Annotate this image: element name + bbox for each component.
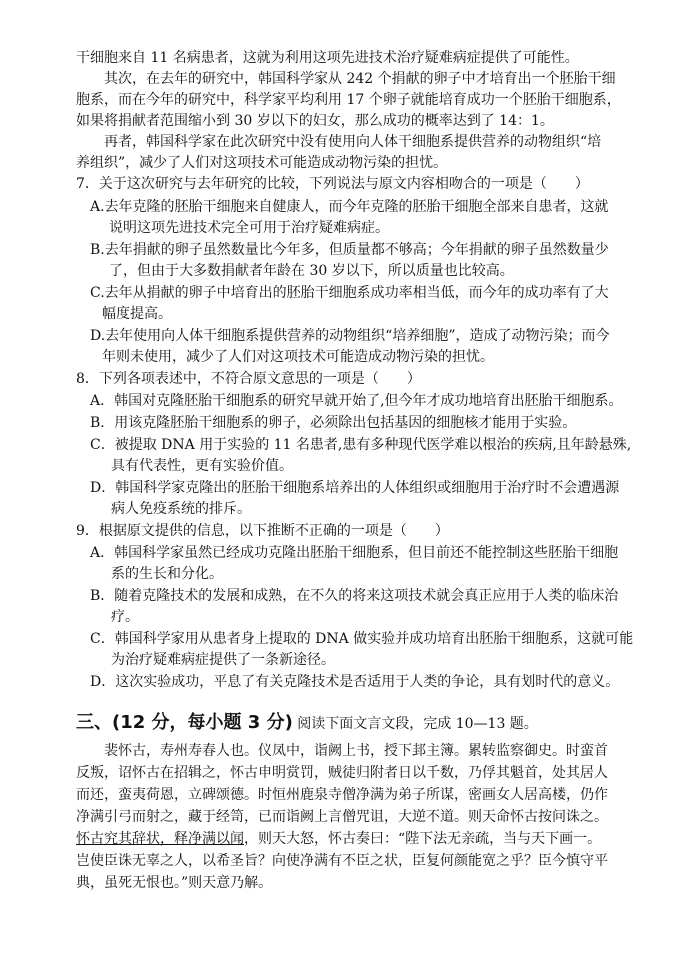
question-8-option-d-cont: 病人免疫系统的排斥。 <box>111 501 251 517</box>
question-9-option-c: C．韩国科学家用从患者身上提取的 DNA 做实验并成功培育出胚胎干细胞系，这就可能 <box>90 631 634 647</box>
section-3-title: 三、(12 分，每小题 3 分) <box>76 712 293 733</box>
passage-line: 养组织”，减少了人们对这项技术可能造成动物污染的担忧。 <box>76 155 448 171</box>
classical-text-line: 典，虽死无恨也。”则天意乃解。 <box>76 875 273 891</box>
passage-line: 其次，在去年的研究中，韩国科学家从 242 个捐献的卵子中才培育出一个胚胎干细 <box>104 71 616 87</box>
classical-text-rest: ，则天大怒，怀古奏曰：“陛下法无亲疏，当与天下画一。 <box>244 831 602 847</box>
question-7-option-c: C.去年从捐献的卵子中培育出的胚胎干细胞系成功率相当低，而今年的成功率有了大 <box>90 285 609 301</box>
question-7-option-b-cont: 了，但由于大多数捐献者年龄在 30 岁以下，所以质量也比较高。 <box>109 263 514 279</box>
question-8-option-d: D．韩国科学家克隆出的胚胎干细胞系培养出的人体组织或细胞用于治疗时不会遭遇源 <box>90 480 620 496</box>
passage-line: 再者，韩国科学家在此次研究中没有使用向人体干细胞系提供营养的动物组织“培 <box>104 134 602 150</box>
classical-text-line: 反叛，诏怀古在招辑之，怀古申明赏罚，贼徒归附者日以千数，乃俘其魁首，处其居人 <box>76 765 608 781</box>
question-8-option-c-cont: 具有代表性，更有实验价值。 <box>111 458 293 474</box>
question-9-option-a-cont: 系的生长和分化。 <box>111 566 223 582</box>
question-7-option-a: A.去年克隆的胚胎干细胞来自健康人，而今年克隆的胚胎干细胞全部来自患者，这就 <box>90 199 609 215</box>
classical-text-line: 净满引弓而射之，藏于经笥，已而诣阙上言僧咒诅，大逆不道。则天命怀古按问诛之。 <box>76 809 608 825</box>
question-9-stem: 9．根据原文提供的信息，以下推断不正确的一项是（ ） <box>76 523 449 539</box>
classical-text-line <box>76 829 688 849</box>
question-7-option-b: B.去年捐献的卵子虽然数量比今年多，但质量都不够高；今年捐献的卵子虽然数量少 <box>90 242 609 258</box>
question-7-option-d-cont: 年则未使用，减少了人们对这项技术可能造成动物污染的担忧。 <box>102 349 494 365</box>
question-9-option-b: B．随着克隆技术的发展和成熟，在不久的将来这项技术就会真正应用于人类的临床治 <box>90 588 619 604</box>
question-7-option-a-cont: 说明这项先进技术完全可用于治疗疑难病症。 <box>109 220 389 236</box>
passage-line: 干细胞来自 11 名病患者，这就为利用这项先进技术治疗疑难病症提供了可能性。 <box>76 50 579 66</box>
question-9-option-d: D．这次实验成功，平息了有关克隆技术是否适用于人类的争论，具有划时代的意义。 <box>90 674 620 690</box>
passage-line: 胞系，而在今年的研究中，科学家平均利用 17 个卵子就能培育成功一个胚胎干细胞系， <box>76 92 621 108</box>
underlined-sentence: 怀古究其辞状，释净满以闻 <box>76 831 244 847</box>
question-9-option-b-cont: 疗。 <box>111 609 139 625</box>
question-9-option-a: A．韩国科学家虽然已经成功克隆出胚胎干细胞系，但目前还不能控制这些胚胎干细胞 <box>90 545 619 561</box>
classical-text-line: 裴怀古，寿州寿春人也。仪凤中，诣阙上书，授下邽主簿。累转监察御史。时蛮首 <box>104 743 608 759</box>
question-8-stem: 8．下列各项表述中，不符合原文意思的一项是（ ） <box>76 371 421 387</box>
question-7-stem: 7．关于这次研究与去年研究的比较，下列说法与原文内容相吻合的一项是（ ） <box>76 176 589 192</box>
section-3-instructions: 阅读下面文言文段，完成 10—13 题。 <box>297 716 538 732</box>
classical-text-line: 岂使臣诛无辜之人，以希圣旨？向使净满有不臣之状，臣复何颜能宽之乎？臣今慎守平 <box>76 853 608 869</box>
section-3-heading <box>76 712 538 735</box>
question-7-option-c-cont: 幅度提高。 <box>102 306 172 322</box>
passage-line: 如果将捐献者范围缩小到 30 岁以下的妇女，那么成功的概率达到了 14：1。 <box>76 113 554 129</box>
question-9-option-c-cont: 为治疗疑难病症提供了一条新途径。 <box>111 652 335 668</box>
question-8-option-b: B．用该克隆胚胎干细胞系的卵子，必须除出包括基因的细胞核才能用于实验。 <box>90 415 577 431</box>
classical-text-line: 而还，蛮夷荷恩，立碑颂德。时恒州鹿泉寺僧净满为弟子所谋，密画女人居高楼，仍作 <box>76 787 608 803</box>
question-8-option-c: C．被提取 DNA 用于实验的 11 名患者,患有多种现代医学难以根治的疾病,且年龄悬殊, <box>90 437 632 453</box>
question-8-option-a: A．韩国对克隆胚胎干细胞系的研究早就开始了,但今年才成功地培育出胚胎干细胞系。 <box>90 393 623 409</box>
question-7-option-d: D.去年使用向人体干细胞系提供营养的动物组织“培养细胞”，造成了动物污染；而今 <box>90 328 610 344</box>
